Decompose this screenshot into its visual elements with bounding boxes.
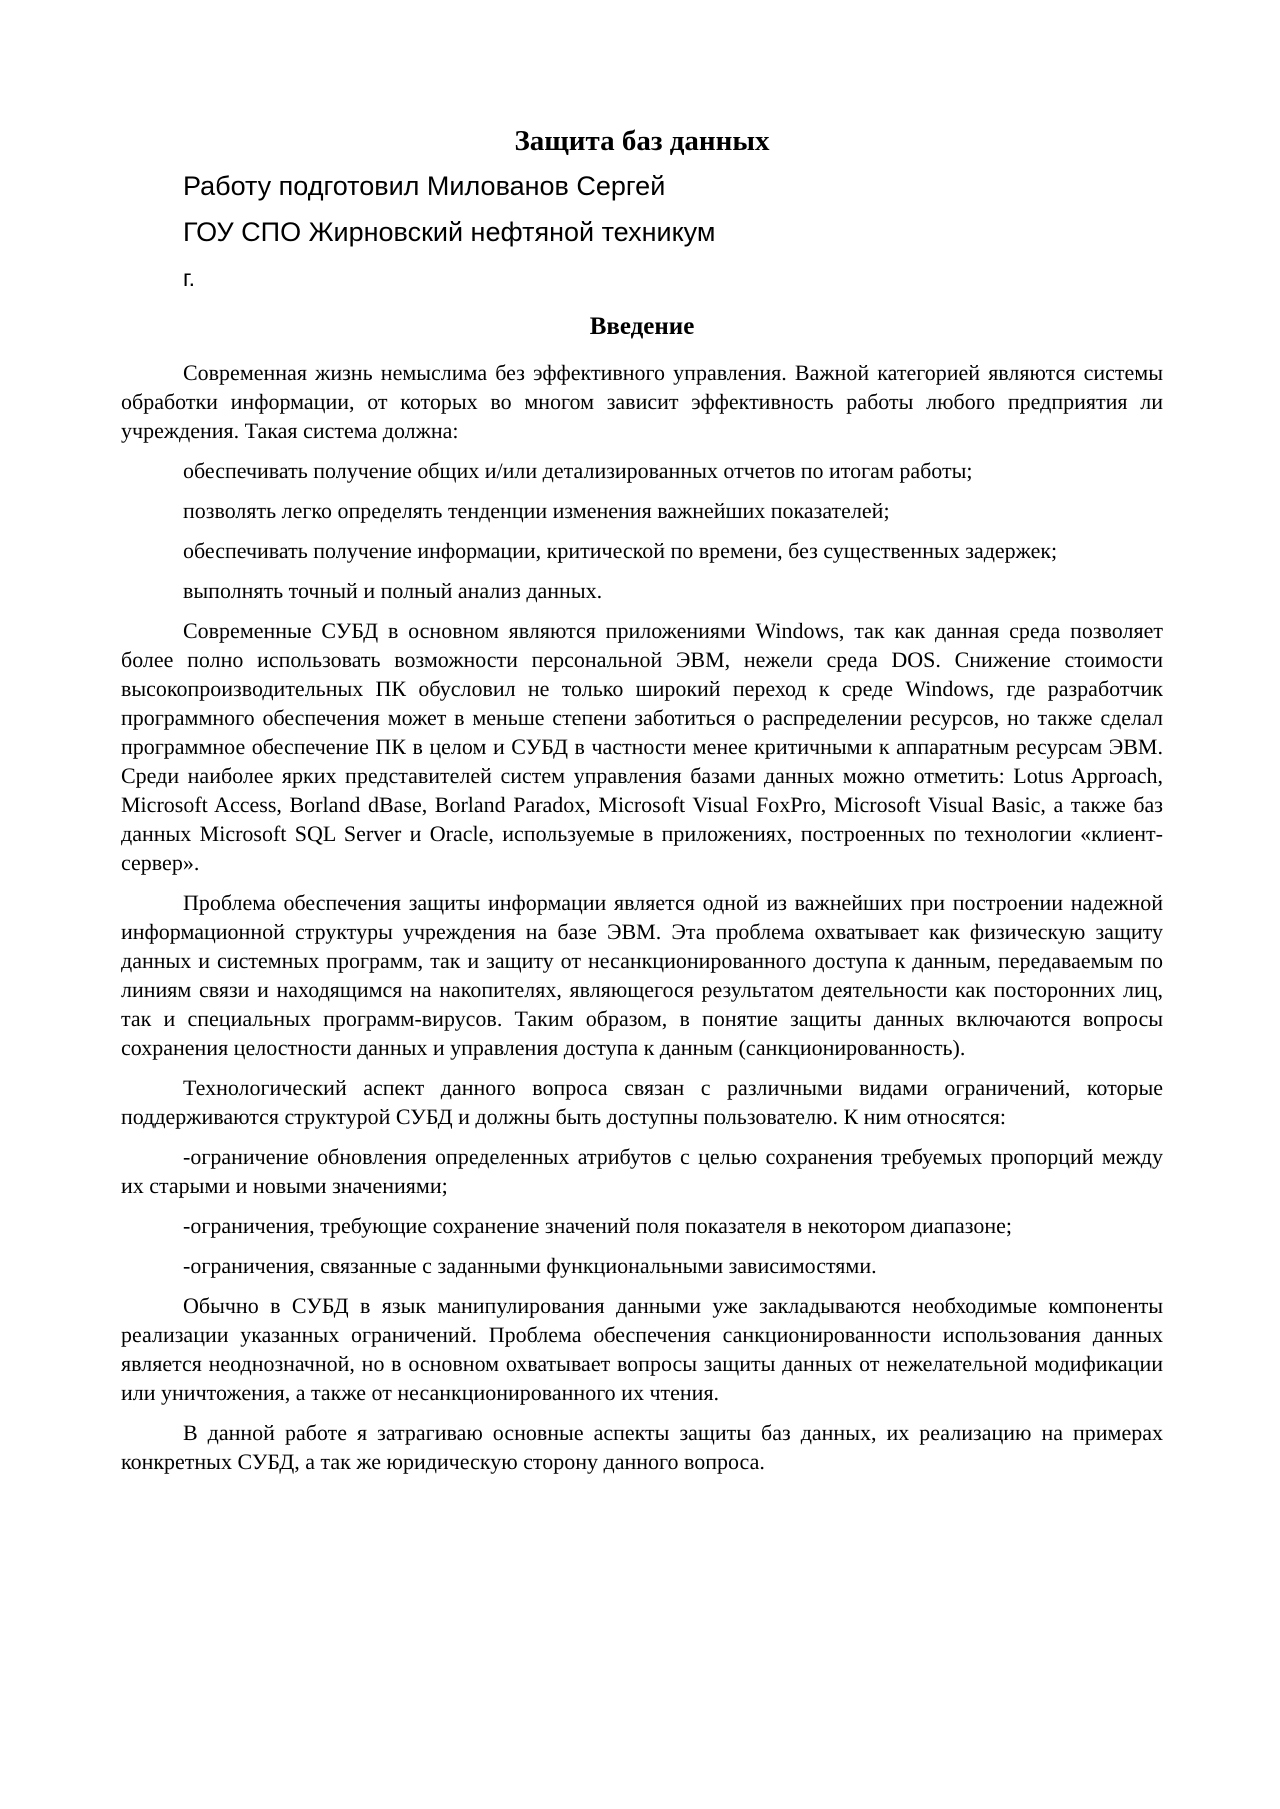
organization-line: ГОУ СПО Жирновский нефтяной техникум — [183, 217, 716, 247]
paragraph: Проблема обеспечения защиты информации является одной из важнейших при построении надежной информационной структуры учреждения на базе ЭВМ. Эта проблема охватывает как физическую защиту данных и системных программ, так и защиту от несанкционированного доступа к данным, передаваемым по линиям связи и находящимся на накопителях, являющегося результатом деятельности как посторонних лиц, так и специальных программ-вирусов. Таким образом, в понятие защиты данных включаются вопросы сохранения целостности данных и управления доступа к данным (санкционированность). — [121, 890, 1163, 1060]
list-item: обеспечивать получение информации, критической по времени, без существенных задержек; — [183, 538, 1058, 563]
paragraph: Современная жизнь немыслима без эффективного управления. Важной категорией являются системы обработки информации, от которых во многом зависит эффективность работы любого предприятия ли учреждения. Такая система должна: — [121, 360, 1163, 443]
author-line: Работу подготовил Милованов Сергей — [183, 171, 666, 201]
document-body — [121, 120, 1163, 1487]
paragraph: В данной работе я затрагиваю основные аспекты защиты баз данных, их реализацию на примерах конкретных СУБД, а так же юридическую сторону данного вопроса. — [121, 1420, 1163, 1474]
list-item: -ограничения, связанные с заданными функциональными зависимостями. — [183, 1253, 877, 1278]
year-line: г. — [183, 265, 195, 291]
list-item: -ограничения, требующие сохранение значений поля показателя в некотором диапазоне; — [183, 1213, 1012, 1238]
paragraph: Современные СУБД в основном являются приложениями Windows, так как данная среда позволяет более полно использовать возможности персональной ЭВМ, нежели среда DOS. Снижение стоимости высокопроизводительных ПК обусловил не только широкий переход к среде Windows, где разработчик программного обеспечения может в меньше степени заботиться о распределении ресурсов, но также сделал программное обеспечение ПК в целом и СУБД в частности менее критичными к аппаратным ресурсам ЭВМ. Среди наиболее ярких представителей систем управления базами данных можно отметить: Lotus Approach, Microsoft Access, Borland dBase, Borland Paradox, Microsoft Visual FoxPro, Microsoft Visual Basic, а также баз данных Microsoft SQL Server и Oracle, используемые в приложениях, построенных по технологии «клиент-сервер». — [121, 618, 1163, 875]
document-title: Защита баз данных — [514, 125, 770, 157]
list-item: -ограничение обновления определенных атрибутов с целью сохранения требуемых пропорций между их старыми и новыми значениями; — [121, 1144, 1163, 1198]
list-item: позволять легко определять тенденции изменения важнейших показателей; — [183, 498, 890, 523]
paragraph: Технологический аспект данного вопроса связан с различными видами ограничений, которые поддерживаются структурой СУБД и должны быть доступны пользователю. К ним относятся: — [121, 1075, 1163, 1129]
list-item: выполнять точный и полный анализ данных. — [183, 578, 603, 603]
section-heading: Введение — [589, 313, 695, 340]
list-item: обеспечивать получение общих и/или детализированных отчетов по итогам работы; — [183, 458, 973, 483]
paragraph: Обычно в СУБД в язык манипулирования данными уже закладываются необходимые компоненты реализации указанных ограничений. Проблема обеспечения санкционированности использования данных является неоднозначной, но в основном охватывает вопросы защиты данных от нежелательной модификации или уничтожения, а также от несанкционированного их чтения. — [121, 1293, 1163, 1405]
